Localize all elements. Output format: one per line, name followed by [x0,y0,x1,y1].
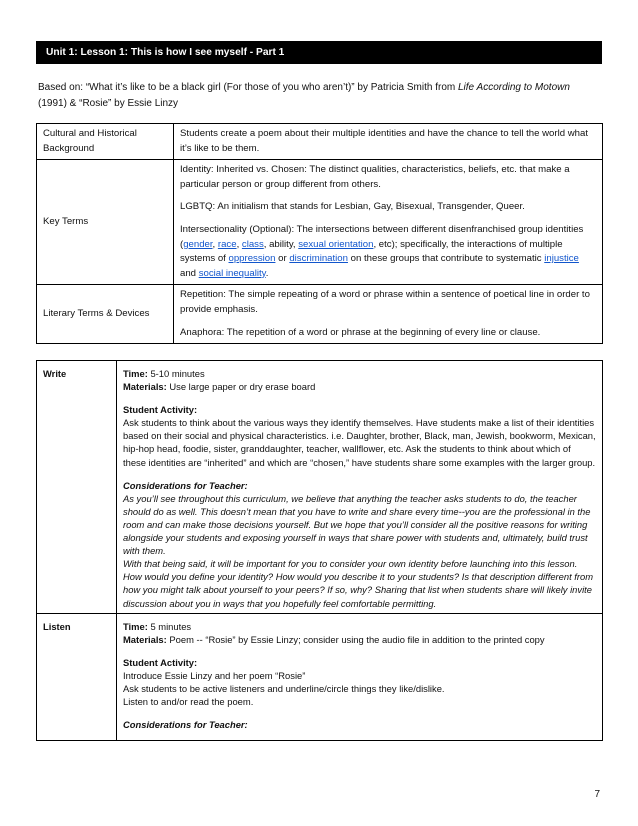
text-span: . [265,267,269,279]
text-span: Intersectionality (Optional): The intersections between different disenfranchised group identities ( [180,223,584,250]
lesson-title-banner [36,41,602,64]
listen-considerations-heading [123,718,596,731]
activity-label: Student Activity: [123,656,198,668]
time-label: Time: [123,368,148,379]
based-on-prefix: Based on: “What it’s like to be a black girl (For those of you who aren’t)” by Patricia Smith from [38,82,458,93]
listen-activity-line: Ask students to be active listeners and underline/circle things they like/dislike. [123,682,445,694]
background-label: Cultural and Historical Background [37,124,174,160]
activities-table [36,360,603,741]
listen-cell [117,613,603,741]
text-span: , [212,238,218,250]
materials-value: Use large paper or dry erase board [166,381,316,393]
write-activity-heading [123,403,596,416]
write-label: Write [37,361,117,614]
table-row [37,613,603,741]
identity-definition: Identity: Inherited vs. Chosen: The distinct qualities, characteristics, beliefs, etc. that make a particular person or group different from others. [180,164,570,190]
time-value: 5-10 minutes [147,368,205,379]
table-row [37,160,603,285]
listen-materials [123,633,596,646]
write-cell [117,361,603,614]
link-race[interactable]: race [217,238,237,250]
table-row [37,361,603,614]
key-terms-label: Key Terms [37,160,174,285]
intersectionality-definition [180,223,596,281]
literary-terms-label: Literary Terms & Devices [37,285,174,344]
page-number: 7 [594,789,600,800]
considerations-label: Considerations for Teacher: [123,719,248,731]
text-span: , ability, [263,238,299,250]
background-text: Students create a poem about their multiple identities and have the chance to tell the world what it’s like to be them. [174,124,603,160]
link-gender[interactable]: gender [183,238,213,250]
text-span: , [236,238,242,250]
overview-table [36,123,603,344]
write-materials [123,380,596,393]
considerations-label: Considerations for Teacher: [123,479,248,491]
link-social-inequality[interactable]: social inequality [198,267,266,279]
materials-value: Poem -- “Rosie” by Essie Linzy; consider using the audio file in addition to the printed copy [166,633,545,645]
text-span: on these groups that contribute to systematic [347,253,545,265]
link-discrimination[interactable]: discrimination [289,253,348,265]
materials-label: Materials: [123,633,167,645]
materials-label: Materials: [123,381,167,393]
write-considerations-heading [123,479,596,492]
listen-time [123,620,596,633]
text-span: and [180,267,199,279]
time-value: 5 minutes [147,620,192,632]
lesson-title: Unit 1: Lesson 1: This is how I see myself - Part 1 [46,47,285,58]
based-on-suffix: (1991) & “Rosie” by Essie Linzy [38,98,179,109]
listen-activity-line: Listen to and/or read the poem. [123,696,254,708]
link-sexual-orientation[interactable]: sexual orientation [298,238,374,250]
text-span: , etc); specifically, the interactions of multiple systems of [180,238,563,265]
key-terms-cell [174,160,603,285]
listen-activity-line: Introduce Essie Linzy and her poem “Rosie” [123,669,306,681]
write-time [123,367,596,380]
write-activity-text: Ask students to think about the various ways they identify themselves. Have students make a list of their identities based on their social and physical characteristics. i.e. Daughter, brother, Black, man, Jewish, bookworm, Mexican, hip-hop head, foodie, sister, granddaughter, teacher, wallflower, etc. Ask the students to think about which of these identities are “inherited” and which are “chosen,” have students share some examples with the larger group. [123,417,596,468]
listen-label: Listen [37,613,117,741]
based-on-line [38,80,600,112]
lgbtq-definition: LGBTQ: An initialism that stands for Lesbian, Gay, Bisexual, Transgender, Queer. [180,201,525,213]
time-label: Time: [123,620,148,632]
link-oppression[interactable]: oppression [228,253,276,265]
link-injustice[interactable]: injustice [544,253,579,265]
activity-label: Student Activity: [123,404,198,416]
literary-terms-cell [174,285,603,344]
listen-activity-heading [123,656,596,669]
table-row [37,285,603,344]
write-considerations-text-2: With that being said, it will be important for you to consider your own identity before launching into this lesson. How would you define your identity? How would you describe it to your students? Is that description different from how you might talk about yourself to your peers? If so, why? Sharing that list when students share will likely invite discussion about you in ways that you hopefully feel comfortable permitting. [123,558,594,609]
text-span: or [275,253,290,265]
anaphora-definition: Anaphora: The repetition of a word or phrase at the beginning of every line or clause. [180,326,541,338]
table-row [37,124,603,160]
repetition-definition: Repetition: The simple repeating of a word or phrase within a sentence of poetical line in order to provide emphasis. [180,289,590,315]
write-considerations-text-1: As you’ll see throughout this curriculum, we believe that anything the teacher asks students to do, the teacher should do as well. This doesn’t mean that you have to write and share every time--you are the professional in the room and can make those decisions yourself. But we hope that you’ll consider all the positive reasons for writing alongside your students and exposing yourself in ways that share power with students and, ultimately, build trust with them. [123,492,591,557]
book-title: Life According to Motown [458,82,570,93]
link-class[interactable]: class [241,238,264,250]
